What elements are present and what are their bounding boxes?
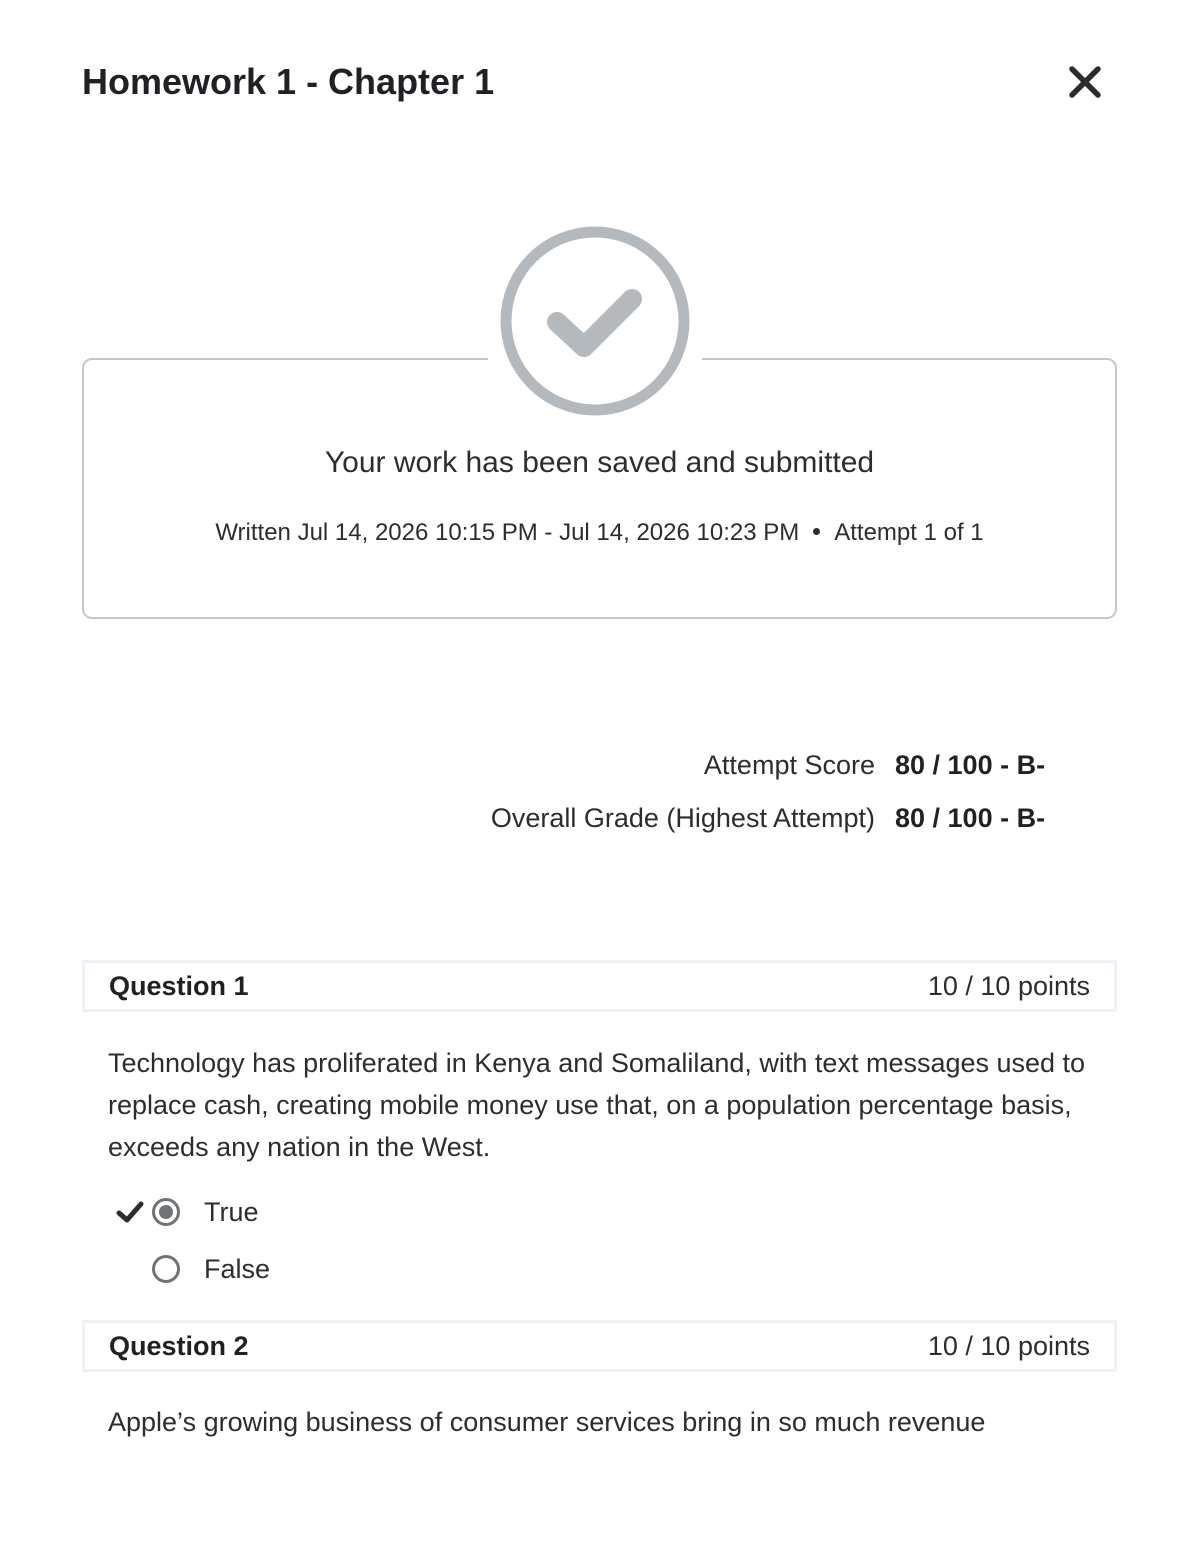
check-circle-icon <box>497 223 693 419</box>
question-header <box>82 1320 1117 1372</box>
radio-selected[interactable] <box>152 1198 180 1226</box>
question-text: Apple’s growing business of consumer services bring in so much revenue <box>108 1407 986 1437</box>
attempt-score-label: Attempt Score <box>703 749 875 780</box>
question-header <box>82 960 1117 1012</box>
answer-option-true[interactable] <box>108 1192 259 1232</box>
question-title: Question 1 <box>109 970 249 1001</box>
question-points: 10 / 10 points <box>927 970 1090 1001</box>
written-range: Written Jul 14, 2026 10:15 PM - Jul 14, 2026 10:23 PM <box>215 519 800 546</box>
answer-option-false[interactable] <box>108 1249 270 1289</box>
submission-meta <box>82 517 1117 549</box>
answer-option-label: False <box>204 1253 271 1284</box>
mark-slot <box>108 1249 152 1289</box>
overall-grade-row <box>491 798 1070 838</box>
close-button[interactable] <box>1060 57 1110 107</box>
attempt-score-value: 80 / 100 - B- <box>895 749 1046 780</box>
attempt-count: Attempt 1 of 1 <box>834 519 984 546</box>
page-title: Homework 1 - Chapter 1 <box>82 61 495 102</box>
radio-dot <box>159 1205 173 1219</box>
overall-grade-label: Overall Grade (Highest Attempt) <box>490 802 875 833</box>
question-title: Question 2 <box>109 1330 249 1361</box>
close-icon <box>1068 65 1102 99</box>
question-points: 10 / 10 points <box>927 1330 1090 1361</box>
submission-status <box>488 220 702 422</box>
answer-option-label: True <box>204 1196 259 1227</box>
separator-dot-icon <box>813 528 820 535</box>
question-text: Technology has proliferated in Kenya and Somaliland, with text messages used to replace cash, creating mobile money use that, on a population percentage basis, exceeds any nation in the West. <box>108 1048 1086 1162</box>
correct-checkmark-icon <box>108 1192 152 1232</box>
overall-grade-value: 80 / 100 - B- <box>895 802 1046 833</box>
submission-message: Your work has been saved and submitted <box>324 446 875 479</box>
attempt-score-row <box>704 745 1070 785</box>
radio-unselected[interactable] <box>152 1255 180 1283</box>
